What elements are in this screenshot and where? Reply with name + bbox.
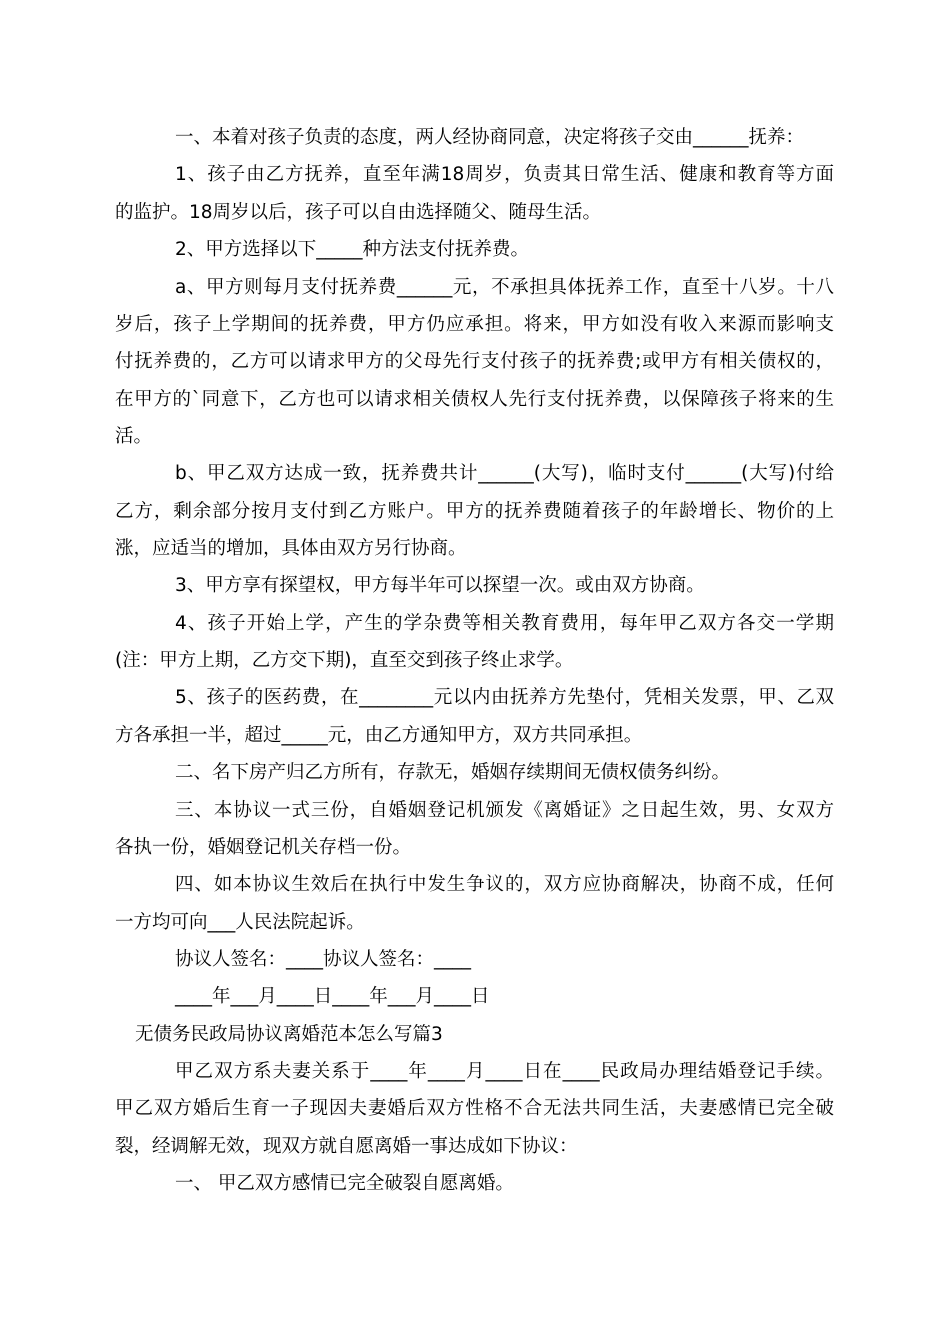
paragraph-line: 岁后，孩子上学期间的抚养费，甲方仍应承担。将来，甲方如没有收入来源而影响支 xyxy=(115,314,834,335)
paragraph-line: 在甲方的`同意下，乙方也可以请求相关债权人先行支付抚养费，以保障孩子将来的生 xyxy=(115,389,834,410)
paragraph-line: 5、孩子的医药费，在________元以内由抚养方先垫付，凭相关发票，甲、乙双 xyxy=(175,687,834,708)
paragraph-line: 3、甲方享有探望权，甲方每半年可以探望一次。或由双方协商。 xyxy=(175,575,705,596)
paragraph-line: 1、孩子由乙方抚养，直至年满18周岁，负责其日常生活、健康和教育等方面 xyxy=(175,164,834,185)
paragraph-line: 乙方，剩余部分按月支付到乙方账户。甲方的抚养费随着孩子的年龄增长、物价的上 xyxy=(115,501,834,522)
paragraph-line: a、甲方则每月支付抚养费______元，不承担具体抚养工作，直至十八岁。十八 xyxy=(175,277,834,298)
paragraph-line: b、甲乙双方达成一致，抚养费共计______(大写)，临时支付______(大写)付给 xyxy=(175,463,834,484)
paragraph-line: 裂，经调解无效，现双方就自愿离婚一事达成如下协议： xyxy=(115,1136,578,1157)
paragraph-line: 付抚养费的，乙方可以请求甲方的父母先行支付孩子的抚养费;或甲方有相关债权的， xyxy=(115,351,834,372)
paragraph-line: 三、本协议一式三份，自婚姻登记机颁发《离婚证》之日起生效，男、女双方 xyxy=(175,800,834,821)
paragraph-line: 一、本着对孩子负责的态度，两人经协商同意，决定将孩子交由______抚养： xyxy=(175,127,805,148)
paragraph-line: 一、 甲乙双方感情已完全破裂自愿离婚。 xyxy=(175,1173,514,1194)
paragraph-line: 方各承担一半，超过_____元，由乙方通知甲方，双方共同承担。 xyxy=(115,725,643,746)
paragraph-line: 4、孩子开始上学，产生的学杂费等相关教育费用，每年甲乙双方各交一学期 xyxy=(175,613,834,634)
paragraph-line: 涨，应适当的增加，具体由双方另行协商。 xyxy=(115,538,467,559)
date-line: ____年___月____日____年___月____日 xyxy=(175,986,490,1007)
paragraph-line: 甲乙双方婚后生育一子现因夫妻婚后双方性格不合无法共同生活，夫妻感情已完全破 xyxy=(115,1098,834,1119)
paragraph-line: 各执一份，婚姻登记机关存档一份。 xyxy=(115,837,412,858)
paragraph-line: 二、名下房产归乙方所有，存款无，婚姻存续期间无债权债务纠纷。 xyxy=(175,762,731,783)
paragraph-line: 一方均可向___人民法院起诉。 xyxy=(115,912,365,933)
section-title: 无债务民政局协议离婚范本怎么写篇3 xyxy=(135,1024,443,1045)
paragraph-line: 甲乙双方系夫妻关系于____年____月____日在____民政局办理结婚登记手续。 xyxy=(175,1061,834,1082)
paragraph-line: (注：甲方上期，乙方交下期)，直至交到孩子终止求学。 xyxy=(115,650,574,671)
signature-line: 协议人签名：____协议人签名：____ xyxy=(175,949,472,970)
paragraph-line: 的监护。18周岁以后，孩子可以自由选择随父、随母生活。 xyxy=(115,202,602,223)
paragraph-line: 2、甲方选择以下_____种方法支付抚养费。 xyxy=(175,239,530,260)
paragraph-line: 活。 xyxy=(115,426,153,447)
paragraph-line: 四、如本协议生效后在执行中发生争议的，双方应协商解决，协商不成，任何 xyxy=(175,874,834,895)
